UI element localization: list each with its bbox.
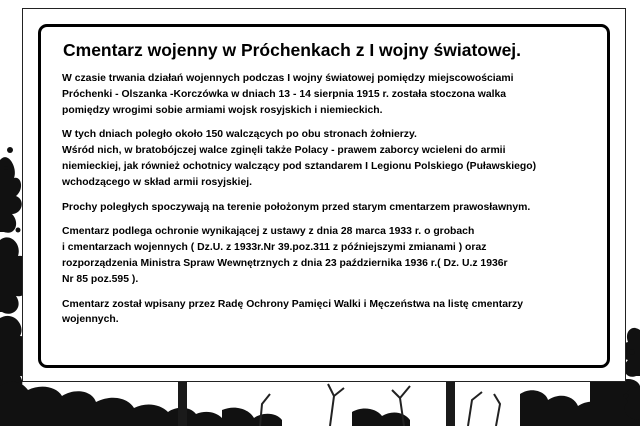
- sign-text-line: Cmentarz podlega ochronie wynikającej z ustawy z dnia 28 marca 1933 r. o grobach: [62, 226, 475, 238]
- sign-text-line: W tych dniach poległo około 150 walczących po obu stronach żołnierzy.: [62, 129, 417, 141]
- sign-paragraph-protection: [62, 224, 593, 287]
- sign-text-line: Nr 85 poz.595 ).: [62, 273, 139, 285]
- sign-text-line: pomiędzy wrogimi sobie armiami wojsk rosyjskich i niemieckich.: [62, 104, 383, 116]
- sign-paragraph-fallen: [62, 127, 593, 190]
- sign-text-line: Próchenki - Olszanka -Korczówka w dniach 13 - 14 sierpnia 1915 r. została stoczona walka: [62, 88, 507, 100]
- sign-text-line: wchodzącego w skład armii rosyjskiej.: [62, 176, 252, 188]
- sign-text-line: niemieckiej, jak również ochotnicy walczący pod sztandarem I Legionu Polskiego (Puławskiego): [62, 160, 537, 172]
- sign-text-line: Prochy poległych spoczywają na terenie położonym przed starym cmentarzem prawosławnym.: [62, 201, 531, 213]
- memorial-sign-board: [22, 8, 626, 382]
- sign-paragraph-registry: [62, 297, 593, 329]
- sign-text-line: W czasie trwania działań wojennych podczas I wojny światowej pomiędzy miejscowościami: [62, 73, 514, 84]
- memorial-sign-panel: [38, 24, 610, 368]
- sign-paragraph-battle: [62, 71, 593, 118]
- sign-paragraph-remains: [62, 200, 593, 216]
- sign-text-line: Cmentarz został wpisany przez Radę Ochrony Pamięci Walki i Męczeństwa na listę cmentarzy: [62, 298, 523, 310]
- sign-title: Cmentarz wojenny w Próchenkach z I wojny światowej.: [63, 40, 522, 60]
- sign-text-line: Wśród nich, w bratobójczej walce zginęli także Polacy - prawem zaborcy wcieleni do armii: [62, 145, 506, 157]
- sign-post-left: [178, 382, 187, 426]
- sign-text-line: i cmentarzach wojennych ( Dz.U. z 1933r.Nr 39.poz.311 z późniejszymi zmianami ) oraz: [62, 242, 487, 254]
- sign-post-right: [446, 382, 455, 426]
- sign-text-line: wojennych.: [62, 314, 119, 326]
- sign-text-line: rozporządzenia Ministra Spraw Wewnętrznych z dnia 23 października 1936 r.( Dz. U.z 1936r: [62, 257, 508, 269]
